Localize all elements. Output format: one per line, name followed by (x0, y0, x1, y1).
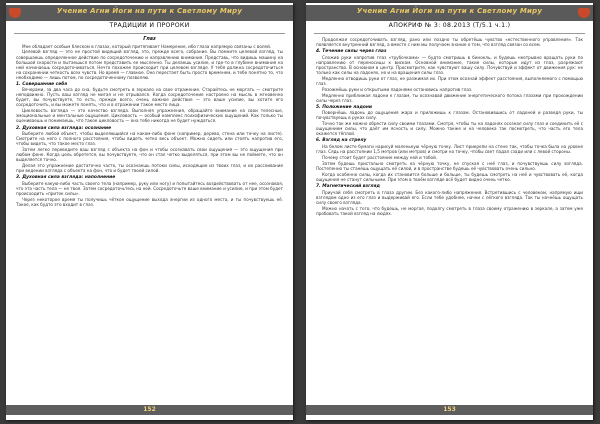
paragraph: Разожмёшь руки и открытыми ладонями остановись напротив глаз. (322, 86, 473, 92)
paragraph: Затем легко переведите ваш взгляд с объекта на фон и чтобы осознавать свои ощущения — это ощущения при любом фоне. Когда цель обретется, вы почувствуете, что он стал четко выделяться, при этом вы не поймете, что он выделяется точно. (16, 147, 283, 163)
section-heading: 7. Магнетический взгляд (316, 183, 380, 189)
paragraph: Приучай себя смотреть в глаза другим. Без какого-либо напряжения. Встретившись с человеком, напрямую ищи взглядом одно из его глаз и выдерживай его. Если тебе удобнее, начни с лёгкого взгляда. Так ты начнёшь ощущать силу своего взгляда. (316, 189, 583, 205)
section-heading: 5. Положение ладони (316, 104, 372, 110)
right-section-heading: АПОКРИФ № 3: 08.2013 (Т/5.1 ч.1.) (388, 22, 511, 29)
section-heading: 1. Совершение себя (16, 81, 68, 87)
paragraph: Медленно отводишь руки от глаз, не разжимая их. При этом осознай эффект расстояния, выполняемого с помощью глаз. (316, 75, 583, 86)
paragraph: Через некоторое время ты получишь чёткое ощущение выхода энергии из одного места, и ты почувствуешь её. Такое, как будто это входит в глаз. (16, 196, 283, 207)
paragraph: Продолжая сосредоточивать взгляд, рано или поздно ты обретёшь чувство «естественного управления». Так появляется внутренний взгляд, а вместе с ним мы получаем знание о том, что взгляд связан со всем. (316, 37, 583, 48)
left-page-content (16, 37, 283, 394)
paragraph: Делая это упражнение достаточно часто, ты осознаешь потоки силы, исходящие из твоих глаз, и их рассеивание при ведении взгляда с объекта на фон, что и будет твоей силой. (16, 163, 283, 174)
paragraph: Выберите какую-либо часть своего тела (например, руку или ногу) и попытайтесь воздействовать от нее, осознавая, что эта часть тела — не твоя. Затем сосредоточьтесь на ней. Сосредоточьте ваше внимание и усилие, и при этом будет происходить «приток силы». (16, 180, 283, 196)
emblem-icon (578, 8, 590, 18)
emblem-icon (9, 8, 21, 18)
right-header-bar (306, 5, 593, 21)
paragraph: На белом листе бумаги нарисуй маленькую чёрную точку. Лист прикрепи на стене так, чтобы точка была на уровне глаз. Сядь на расстоянии 1,5 метров (или метров) и смотри на точку, чтобы свет падал сзади или с левой стороны. (316, 143, 583, 154)
left-page-number: 152 (6, 405, 293, 415)
left-heading-divider (14, 33, 285, 34)
paragraph: Повернёшь ладонь до ощущения жара и приложишь к глазам. Остановившись от ладоней и разведя руки, ты почувствуешь в руках силу. (316, 110, 583, 121)
section-heading: 6. Взгляд на стрелу (316, 138, 367, 144)
section-heading: 2. Духовная сила взгляда: осознание (16, 125, 112, 131)
paragraph: Можно начать с того, что будешь, не моргая, подолгу смотреть в глаза своему отражению в зеркале, а затем уже пробовать такой взгляд на людях. (316, 205, 583, 216)
paragraph: Мне обладает особым блеском в глазах, который притягивает Намерение, ибо глаза напрямую связаны с волей. (22, 43, 272, 49)
right-text-blocks (316, 37, 583, 216)
section-heading: 3. Духовная сила взгляда: наполнение (16, 175, 116, 181)
paragraph: Когда особенно силы, когда их становится больше и больше, ты будешь смотреть на неё и чувствовать её, когда ощущения не станут сильными. При этом в твоём взгляде всё будет видно очень четко. (316, 171, 583, 182)
right-page (306, 3, 593, 420)
right-heading-divider (314, 33, 585, 34)
left-section-heading: ТРАДИЦИИ И ПРОРОКИ (109, 22, 190, 29)
section-heading: 4. Течение силы через глаз (316, 49, 387, 55)
left-header-title: Учение Агни Йоги на пути к Светлому Миру (56, 7, 243, 15)
paragraph: Точно так же можно обрести силу своими глазами. Смотря, чтобы ты на ладонях осознал силу глаз и соединить её с ощущением силы, что даёт им ясность и силу. Можно также и на человека так посмотреть, что часть его тела окажется тёплой. (316, 121, 583, 137)
right-page-number: 153 (306, 405, 593, 415)
paragraph: Почему стоит будет расстояние между ней и тобой. (322, 154, 438, 160)
paragraph: Вечерами, за два часа до сна, будьте смотреть в зеркало на свое отражение. Старайтесь не моргать — смотрите неподвижно. Пусть ваш взгляд не мигая и не отрывался. Когда сосредоточение настроено на мысль в мгновенно будет, вы почувствуете, то есть, прежде всего, очень важное действие — это ваше усилие, вы хотите его сосредоточить, и вы можете понять, что и в отражении такое место лица. (16, 87, 283, 108)
paragraph: Медленно приближая ладони к глазам, ты осознавай движение энергетического потока глазами при прохождении силы через глаз. (316, 92, 583, 103)
paragraph: Цикловость взгляда — это качество взгляда. Выполняя упражнения, обращайте внимание на свои телесные, эмоциональные и ментальные ощущения. Цикловость — особый комплекс психофизических ощущений. Как только ты оцениваешь и понимаешь, что такое цикловость — она тебе никогда не будет нуждаться. (16, 108, 283, 124)
right-header-title: Учение Агни Йоги на пути к Светлому Миру (356, 7, 543, 15)
left-header-bar (6, 5, 293, 21)
article-title: Глаз (143, 37, 156, 42)
right-page-content (316, 37, 583, 394)
left-page (6, 3, 293, 420)
paragraph: Выберите любой объект, чтобы выделяющийся на каком-либо фоне (например, дерево, стена или точку на листе). Смотрите на него с полного расстояния, чтобы видеть четко весь объект. Можно сидеть или стоять напротив его, чтобы видеть, что такое место глаз. (16, 131, 283, 147)
paragraph: Затем будешь пристально смотреть на чёрную точку, не спуская с неё глаз, и почувствуешь силу взгляда. Постепенно ты станешь ощущать её силой, и в пространстве будешь её чувствовать очень сильно. (316, 160, 583, 171)
paragraph: Сложив руки напротив глаз «трубочками» — будто смотришь в бинокль, и будешь неотрывно вращать руки по направлению от переносицы к вискам. Основной внимание, такие силы, которые идут из глаз, разряжают пространство. В основном в центр. Просмотрите, как чувствуют вашу силу. Почувствуй и эффект от движения рук: не только как силы на ладонях, но и на вращения силы глаз. (316, 54, 583, 75)
left-text-blocks (16, 44, 283, 207)
paragraph: Целевой взгляд — это не простой видящий взгляд, это, прежде всего, собрание. Вы помните целевой взгляд, ты совершаешь определенное действие по сосредоточению и направлению внимания. Представь, что видишь машину на большой скорости и пытаешься потом представить ее мысленно. Ты делаешь усилие, и где-то в глубине внимания на ней начинаешь сосредоточиваться. Нечто похожее происходит при целевом взгляде. У тебя должна сосредоточиться на сохранении четкость всех чувств. Но время — главное. Оно перестает быть просто временем, и тебе понятно то, что необходимо — лишь потом, по сосредоточенному позволяю. (16, 49, 283, 80)
